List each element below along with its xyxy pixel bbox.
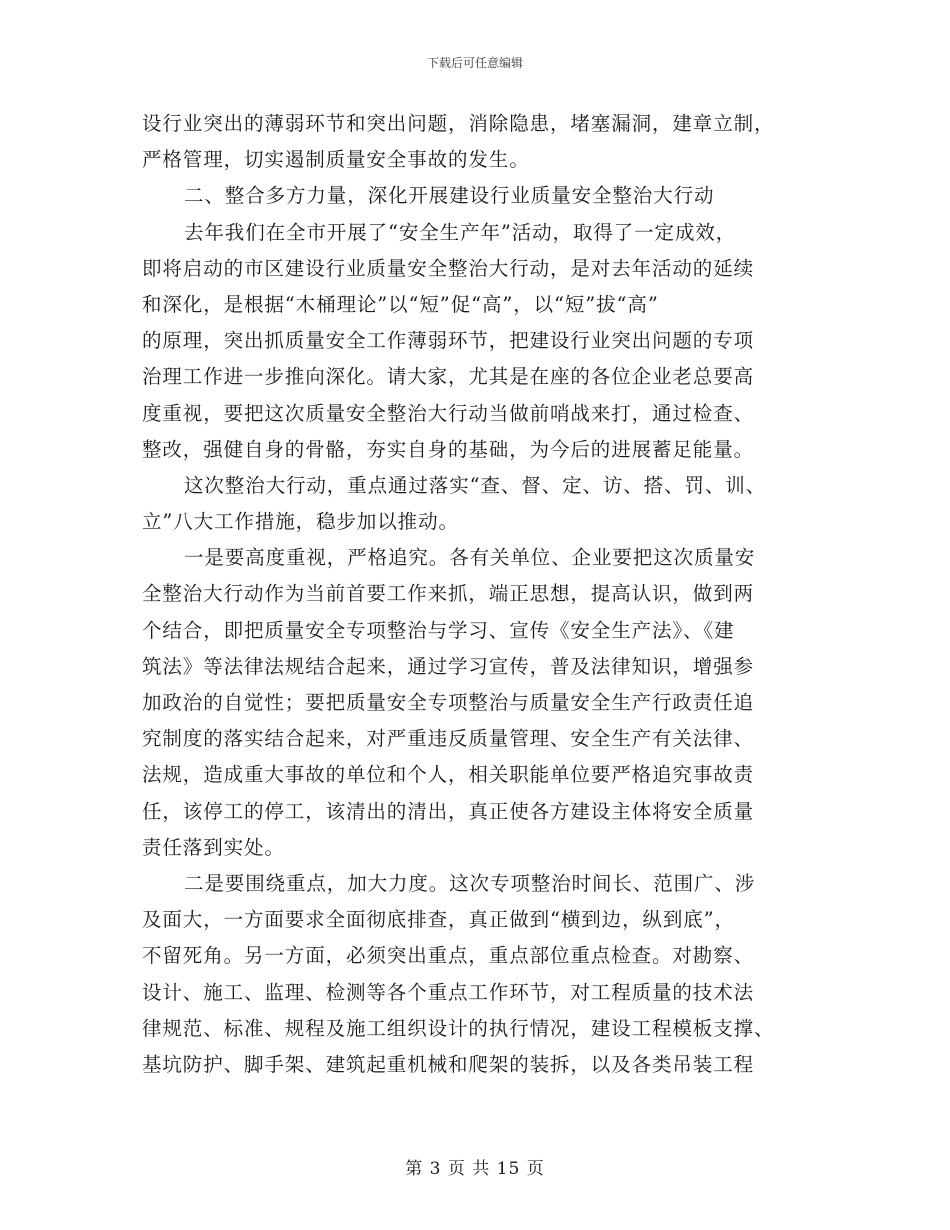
text-line: 治理工作进一步推向深化。请大家，尤其是在座的各位企业老总要高 (142, 365, 755, 389)
text-line: 度重视，要把这次质量安全整治大行动当做前哨战来打，通过检查、 (142, 401, 755, 425)
text-line: 一是要高度重视，严格追究。各有关单位、企业要把这次质量安 (184, 546, 756, 570)
text-line: 去年我们在全市开展了“安全生产年”活动，取得了一定成效， (184, 220, 737, 244)
document-body (142, 106, 810, 1083)
text-line: 法规，造成重大事故的单位和个人，相关职能单位要严格追究事故责 (142, 763, 755, 787)
text-line: 责任落到实处。 (142, 835, 285, 859)
text-line: 二、整合多方力量，深化开展建设行业质量安全整治大行动 (184, 184, 715, 208)
text-line: 和深化，是根据“木桶理论”以“短”促“高”，以“短”拔“高” (142, 292, 659, 316)
text-line: 严格管理，切实遏制质量安全事故的发生。 (142, 148, 530, 172)
text-line: 究制度的落实结合起来，对严重违反质量管理、安全生产有关法律、 (142, 727, 755, 751)
text-line: 设计、施工、监理、检测等各个重点工作环节，对工程质量的技术法 (142, 980, 755, 1004)
text-line: 不留死角。另一方面，必须突出重点，重点部位重点检查。对勘察、 (142, 944, 755, 968)
text-line: 基坑防护、脚手架、建筑起重机械和爬架的装拆，以及各类吊装工程 (142, 1052, 755, 1076)
page-header: 下载后可任意编辑 (426, 56, 523, 70)
text-line: 加政治的自觉性；要把质量安全专项整治与质量安全生产行政责任追 (142, 691, 755, 714)
text-line: 及面大，一方面要求全面彻底排查，真正做到“横到边，纵到底”， (142, 908, 735, 932)
text-line: 律规范、标准、规程及施工组织设计的执行情况，建设工程模板支撑、 (142, 1016, 775, 1040)
text-line: 立”八大工作措施，稳步加以推动。 (142, 510, 459, 534)
page-footer: 第 3 页 共 15 页 (405, 1159, 545, 1179)
text-line: 这次整治大行动，重点通过落实“查、督、定、访、搭、罚、训、 (184, 473, 767, 497)
text-line: 筑法》等法律法规结合起来，通过学习宣传，普及法律知识，增强参 (142, 654, 755, 678)
text-line: 全整治大行动作为当前首要工作来抓，端正思想，提高认识，做到两 (142, 582, 755, 606)
text-line: 任，该停工的停工，该清出的清出，真正使各方建设主体将安全质量 (142, 799, 755, 823)
text-line: 整改，强健自身的骨骼，夯实自身的基础，为今后的进展蓄足能量。 (142, 437, 755, 461)
text-line: 即将启动的市区建设行业质量安全整治大行动，是对去年活动的延续 (142, 256, 755, 280)
text-line: 二是要围绕重点，加大力度。这次专项整治时间长、范围广、涉 (184, 871, 756, 895)
text-line: 的原理，突出抓质量安全工作薄弱环节，把建设行业突出问题的专项 (142, 329, 755, 353)
text-line: 个结合，即把质量安全专项整治与学习、宣传《安全生产法》、《建 (142, 618, 735, 642)
text-line: 设行业突出的薄弱环节和突出问题，消除隐患，堵塞漏洞，建章立制， (142, 112, 775, 135)
